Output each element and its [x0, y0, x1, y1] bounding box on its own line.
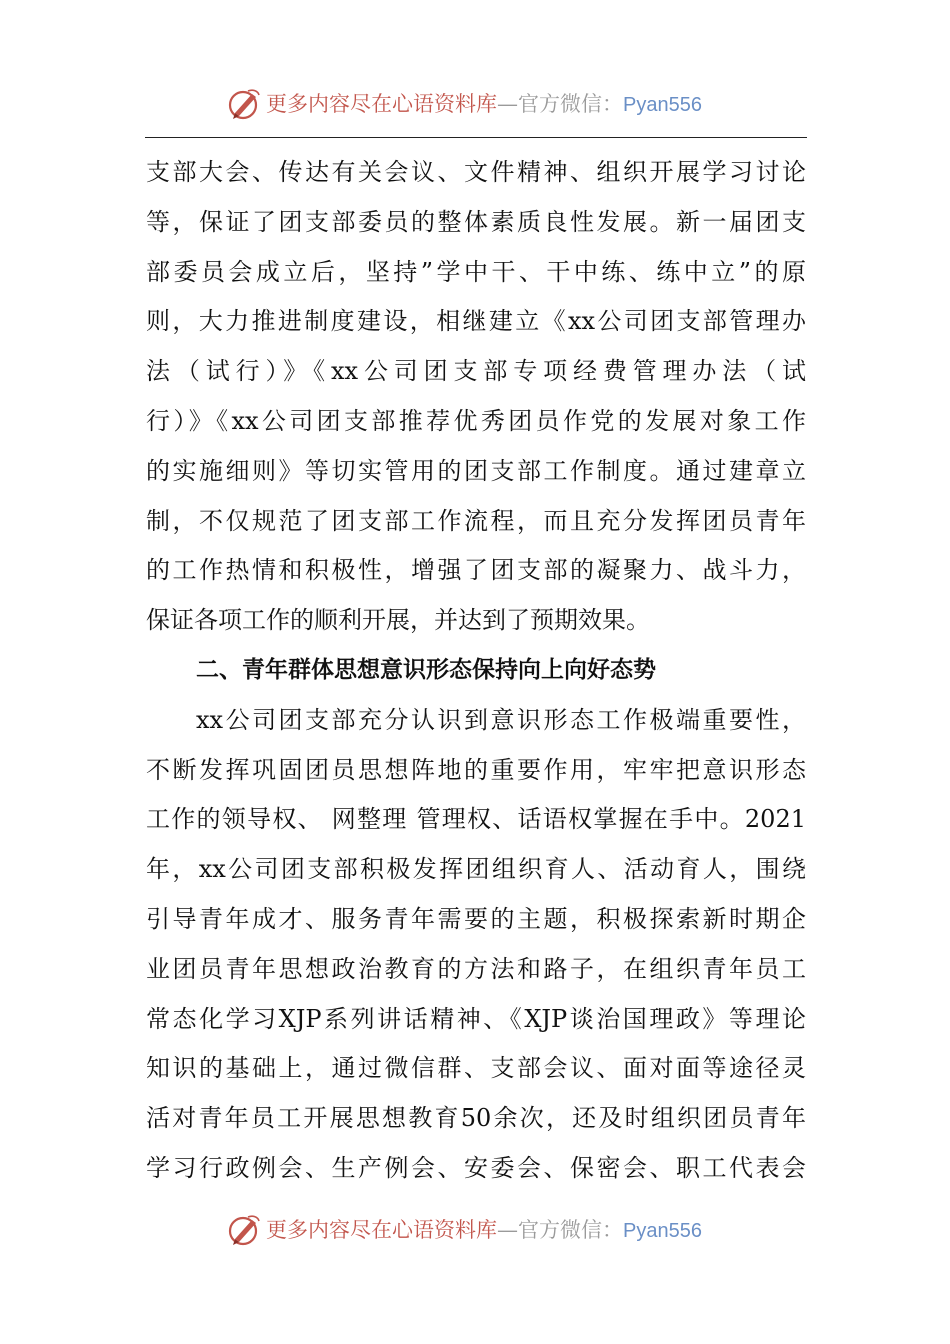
banner-official-text: 官方微信：	[518, 1218, 623, 1242]
paragraph-line: 制，不仅规范了团支部工作流程，而且充分发挥团员青年	[146, 506, 806, 535]
paragraph-line: 法（试行）》《xx公司团支部专项经费管理办法（试	[146, 357, 806, 386]
paragraph-line: 保证各项工作的顺利开展，并达到了预期效果。	[146, 606, 650, 635]
paragraph-line: 活对青年员工开展思想教育50余次，还及时组织团员青年	[146, 1104, 806, 1133]
banner-official-text: 官方微信：	[518, 92, 623, 116]
paragraph-line: 部委员会成立后，坚持”学中干、干中练、练中立”的原	[146, 257, 806, 286]
pen-circle-logo-icon	[226, 86, 262, 122]
banner-dash: —	[497, 1218, 518, 1242]
banner-text	[266, 90, 702, 119]
banner-main-text: 更多内容尽在心语资料库	[266, 92, 497, 116]
header-divider	[145, 137, 807, 138]
paragraph-line: xx公司团支部充分认识到意识形态工作极端重要性，	[196, 705, 806, 734]
banner-dash: —	[497, 92, 518, 116]
paragraph-line: 则，大力推进制度建设，相继建立《xx公司团支部管理办	[146, 307, 806, 336]
paragraph-line: 行）》《xx公司团支部推荐优秀团员作党的发展对象工作	[146, 406, 806, 435]
pen-circle-logo-icon	[226, 1212, 262, 1248]
paragraph-line: 业团员青年思想政治教育的方法和路子，在组织青年员工	[146, 954, 806, 983]
paragraph-line: 不断发挥巩固团员思想阵地的重要作用，牢牢把意识形态	[146, 755, 806, 784]
footer-banner	[0, 1210, 950, 1250]
paragraph-line: 的实施细则》等切实管用的团支部工作制度。通过建章立	[146, 456, 806, 485]
paragraph-line: 常态化学习XJP系列讲话精神、《XJP谈治国理政》等理论	[146, 1004, 806, 1033]
paragraph-line: 支部大会、传达有关会议、文件精神、组织开展学习讨论	[146, 158, 806, 186]
paragraph-line: 知识的基础上，通过微信群、支部会议、面对面等途径灵	[146, 1054, 806, 1083]
banner-main-text: 更多内容尽在心语资料库	[266, 1218, 497, 1242]
document-body	[146, 148, 806, 1194]
paragraph-line: 年，xx公司团支部积极发挥团组织育人、活动育人，围绕	[146, 855, 806, 884]
header-banner	[0, 84, 950, 124]
paragraph-line: 引导青年成才、服务青年需要的主题，积极探索新时期企	[146, 904, 806, 933]
paragraph-line: 学习行政例会、生产例会、安委会、保密会、职工代表会	[146, 1153, 806, 1182]
banner-text	[266, 1216, 702, 1245]
paragraph-line: 的工作热情和积极性，增强了团支部的凝聚力、战斗力，	[146, 556, 806, 585]
paragraph-line: 工作的领导权、 网整理 管理权、话语权掌握在手中。2021	[146, 805, 806, 834]
section-heading: 二、青年群体思想意识形态保持向上向好态势	[196, 656, 656, 683]
paragraph-line: 等，保证了团支部委员的整体素质良性发展。新一届团支	[146, 207, 806, 236]
banner-wechat-id: Pyan556	[623, 1220, 702, 1242]
banner-wechat-id: Pyan556	[623, 94, 702, 116]
